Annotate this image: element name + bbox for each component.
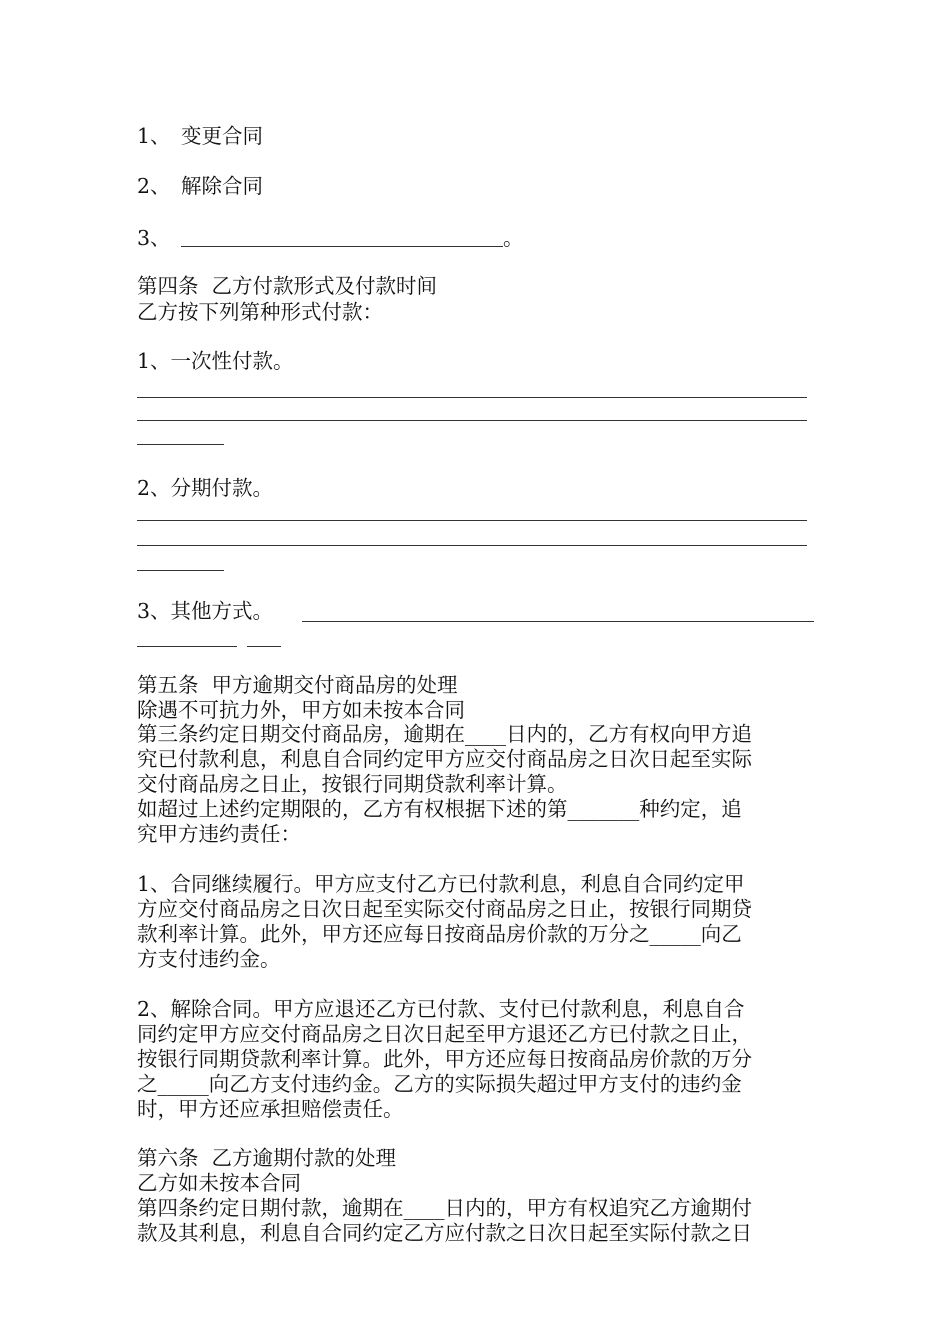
- article6-title: 第六条 乙方逾期付款的处理: [137, 1146, 397, 1170]
- article4-option-3: 3、其他方式。: [137, 599, 274, 623]
- clause1-line: 1、合同继续履行。甲方应支付乙方已付款利息，利息自合同约定甲: [137, 872, 745, 896]
- clause1-line: 款利率计算。此外，甲方还应每日按商品房价款的万分之_____向乙: [137, 922, 742, 946]
- fill-line: [137, 646, 237, 647]
- article5-title: 第五条 甲方逾期交付商品房的处理: [137, 673, 458, 697]
- article5-line: 如超过上述约定期限的，乙方有权根据下述的第_______种约定，追: [137, 797, 742, 821]
- fill-line: [137, 570, 224, 571]
- fill-line: [137, 420, 807, 421]
- article4-title: 第四条 乙方付款形式及付款时间: [137, 274, 438, 298]
- article4-intro: 乙方按下列第种形式付款：: [137, 300, 383, 324]
- change-option-1: 1、 变更合同: [137, 124, 263, 148]
- fill-line: [137, 545, 807, 546]
- fill-line: [247, 646, 281, 647]
- fill-line: [137, 444, 224, 445]
- article4-option-1: 1、一次性付款。: [137, 349, 294, 373]
- clause2-line: 2、解除合同。甲方应退还乙方已付款、支付已付款利息，利息自合: [137, 997, 745, 1021]
- fill-line: [137, 397, 807, 398]
- change-option-3: 3、 。: [137, 226, 524, 250]
- article5-line: 究甲方违约责任：: [137, 822, 301, 846]
- clause2-line: 时，甲方还应承担赔偿责任。: [137, 1097, 404, 1121]
- fill-line: [302, 621, 814, 622]
- clause2-line: 同约定甲方应交付商品房之日次日起至甲方退还乙方已付款之日止，: [137, 1022, 752, 1046]
- article5-line: 第三条约定日期交付商品房，逾期在____日内的，乙方有权向甲方追: [137, 722, 752, 746]
- change-option-2: 2、 解除合同: [137, 174, 263, 198]
- article6-line: 款及其利息，利息自合同约定乙方应付款之日次日起至实际付款之日: [137, 1221, 752, 1245]
- fill-line: [137, 520, 807, 521]
- article6-line: 乙方如未按本合同: [137, 1171, 301, 1195]
- clause1-line: 方应交付商品房之日次日起至实际交付商品房之日止，按银行同期贷: [137, 897, 752, 921]
- article5-line: 交付商品房之日止，按银行同期贷款利率计算。: [137, 772, 568, 796]
- article5-line: 究已付款利息，利息自合同约定甲方应交付商品房之日次日起至实际: [137, 747, 752, 771]
- clause2-line: 之_____向乙方支付违约金。乙方的实际损失超过甲方支付的违约金: [137, 1072, 742, 1096]
- clause1-line: 方支付违约金。: [137, 947, 281, 971]
- fill-blank: [181, 228, 503, 247]
- article4-option-2: 2、分期付款。: [137, 476, 274, 500]
- clause2-line: 按银行同期贷款利率计算。此外，甲方还应每日按商品房价款的万分: [137, 1047, 752, 1071]
- article6-line: 第四条约定日期付款，逾期在____日内的，甲方有权追究乙方逾期付: [137, 1196, 752, 1220]
- article5-line: 除遇不可抗力外，甲方如未按本合同: [137, 698, 465, 722]
